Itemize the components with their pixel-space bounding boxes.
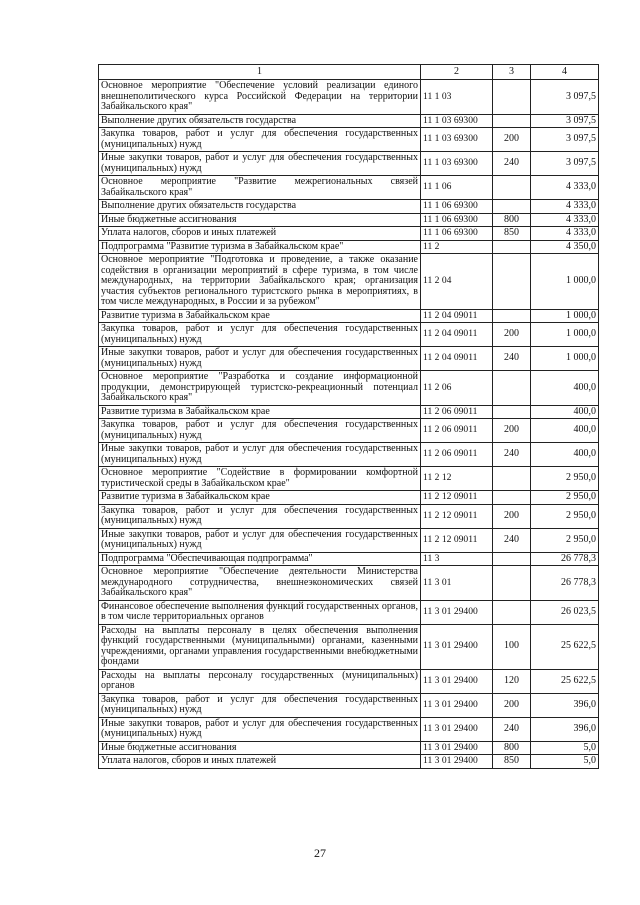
cell-type: 200 — [493, 323, 531, 347]
header-cell-amount: 4 — [531, 65, 599, 80]
cell-code: 11 2 12 09011 — [421, 504, 493, 528]
table-row — [99, 128, 599, 152]
cell-type: 100 — [493, 624, 531, 669]
cell-code: 11 2 04 09011 — [421, 309, 493, 323]
table-row — [99, 552, 599, 566]
cell-amount: 25 622,5 — [531, 669, 599, 693]
cell-type — [493, 200, 531, 214]
page-number: 27 — [314, 846, 326, 860]
table-row — [99, 504, 599, 528]
cell-type: 240 — [493, 152, 531, 176]
cell-type — [493, 309, 531, 323]
cell-type: 850 — [493, 755, 531, 769]
cell-code: 11 1 03 69300 — [421, 152, 493, 176]
cell-code: 11 2 12 09011 — [421, 528, 493, 552]
cell-type: 240 — [493, 347, 531, 371]
cell-amount: 25 622,5 — [531, 624, 599, 669]
cell-name: Развитие туризма в Забайкальском крае — [99, 491, 421, 505]
cell-code: 11 3 01 29400 — [421, 669, 493, 693]
table-row — [99, 491, 599, 505]
cell-code: 11 3 01 29400 — [421, 717, 493, 741]
cell-type: 200 — [493, 128, 531, 152]
cell-code: 11 1 06 69300 — [421, 213, 493, 227]
cell-amount: 1 000,0 — [531, 254, 599, 310]
cell-code: 11 1 06 — [421, 176, 493, 200]
cell-code: 11 2 04 09011 — [421, 347, 493, 371]
table-row — [99, 371, 599, 406]
table-row — [99, 600, 599, 624]
table-row — [99, 755, 599, 769]
table-header-row — [99, 65, 599, 80]
table-row — [99, 467, 599, 491]
cell-type: 200 — [493, 419, 531, 443]
table-row — [99, 669, 599, 693]
cell-amount: 400,0 — [531, 419, 599, 443]
cell-name: Основное мероприятие "Обеспечение условий реализации единого внешнеполитического курса Российской Федерации на территории Забайкальского края" — [99, 80, 421, 115]
cell-amount: 1 000,0 — [531, 309, 599, 323]
cell-name: Основное мероприятие "Обеспечение деятельности Министерства международного сотрудничества, внешнеэкономических связей Забайкальского края" — [99, 566, 421, 601]
cell-code: 11 3 01 29400 — [421, 624, 493, 669]
cell-name: Расходы на выплаты персоналу государственных (муниципальных) органов — [99, 669, 421, 693]
cell-type — [493, 240, 531, 254]
cell-amount: 4 350,0 — [531, 240, 599, 254]
cell-type: 240 — [493, 528, 531, 552]
cell-type — [493, 114, 531, 128]
table-row — [99, 80, 599, 115]
cell-code: 11 2 12 09011 — [421, 491, 493, 505]
cell-amount: 396,0 — [531, 717, 599, 741]
cell-name: Иные закупки товаров, работ и услуг для обеспечения государственных (муниципальных) нужд — [99, 443, 421, 467]
cell-code: 11 2 04 09011 — [421, 323, 493, 347]
cell-type: 240 — [493, 717, 531, 741]
cell-name: Иные закупки товаров, работ и услуг для обеспечения государственных (муниципальных) нужд — [99, 717, 421, 741]
cell-amount: 1 000,0 — [531, 347, 599, 371]
cell-name: Уплата налогов, сборов и иных платежей — [99, 227, 421, 241]
cell-type — [493, 371, 531, 406]
cell-name: Закупка товаров, работ и услуг для обеспечения государственных (муниципальных) нужд — [99, 693, 421, 717]
cell-code: 11 2 06 — [421, 371, 493, 406]
cell-code: 11 3 01 29400 — [421, 755, 493, 769]
table-row — [99, 566, 599, 601]
cell-amount: 1 000,0 — [531, 323, 599, 347]
cell-code: 11 2 — [421, 240, 493, 254]
cell-name: Расходы на выплаты персоналу в целях обеспечения выполнения функций государственными (муниципальными) органами, казенными учреждениями, органами управления государственными внебюджетными фондами — [99, 624, 421, 669]
table-row — [99, 213, 599, 227]
cell-type — [493, 405, 531, 419]
cell-amount: 2 950,0 — [531, 491, 599, 505]
cell-amount: 4 333,0 — [531, 200, 599, 214]
cell-name: Выполнение других обязательств государства — [99, 114, 421, 128]
table-row — [99, 443, 599, 467]
cell-name: Основное мероприятие "Подготовка и проведение, а также оказание содействия в организации мероприятий в сфере туризма, в том числе международных, на территории Забайкальского края; организация участия субъектов регионального туристского рынка в мероприятиях, в том числе международных, в России и за рубежом" — [99, 254, 421, 310]
cell-code: 11 3 01 29400 — [421, 741, 493, 755]
table-row — [99, 176, 599, 200]
table-row — [99, 114, 599, 128]
cell-amount: 3 097,5 — [531, 114, 599, 128]
cell-code: 11 1 06 69300 — [421, 227, 493, 241]
cell-name: Подпрограмма "Обеспечивающая подпрограмма" — [99, 552, 421, 566]
cell-amount: 4 333,0 — [531, 213, 599, 227]
table-row — [99, 323, 599, 347]
cell-type: 800 — [493, 213, 531, 227]
cell-type — [493, 80, 531, 115]
cell-type — [493, 566, 531, 601]
cell-amount: 5,0 — [531, 741, 599, 755]
cell-name: Развитие туризма в Забайкальском крае — [99, 405, 421, 419]
cell-amount: 2 950,0 — [531, 504, 599, 528]
cell-code: 11 3 01 — [421, 566, 493, 601]
cell-code: 11 2 06 09011 — [421, 405, 493, 419]
cell-name: Иные бюджетные ассигнования — [99, 213, 421, 227]
cell-amount: 2 950,0 — [531, 528, 599, 552]
table-row — [99, 419, 599, 443]
budget-table — [98, 64, 599, 769]
cell-amount: 3 097,5 — [531, 128, 599, 152]
cell-amount: 3 097,5 — [531, 80, 599, 115]
cell-amount: 4 333,0 — [531, 176, 599, 200]
cell-name: Закупка товаров, работ и услуг для обеспечения государственных (муниципальных) нужд — [99, 128, 421, 152]
cell-type — [493, 176, 531, 200]
cell-name: Основное мероприятие "Разработка и создание информационной продукции, демонстрирующей туристско-рекреационный потенциал Забайкальского края" — [99, 371, 421, 406]
cell-name: Уплата налогов, сборов и иных платежей — [99, 755, 421, 769]
cell-name: Выполнение других обязательств государства — [99, 200, 421, 214]
cell-amount: 26 778,3 — [531, 552, 599, 566]
table-row — [99, 200, 599, 214]
cell-code: 11 2 06 09011 — [421, 443, 493, 467]
cell-code: 11 3 01 29400 — [421, 693, 493, 717]
cell-type — [493, 467, 531, 491]
cell-code: 11 3 — [421, 552, 493, 566]
cell-amount: 26 778,3 — [531, 566, 599, 601]
cell-type: 850 — [493, 227, 531, 241]
cell-type: 200 — [493, 504, 531, 528]
table-row — [99, 309, 599, 323]
cell-type — [493, 552, 531, 566]
cell-amount: 2 950,0 — [531, 467, 599, 491]
cell-name: Иные закупки товаров, работ и услуг для обеспечения государственных (муниципальных) нужд — [99, 347, 421, 371]
cell-type: 200 — [493, 693, 531, 717]
cell-amount: 4 333,0 — [531, 227, 599, 241]
cell-name: Закупка товаров, работ и услуг для обеспечения государственных (муниципальных) нужд — [99, 504, 421, 528]
cell-type — [493, 600, 531, 624]
cell-code: 11 1 03 69300 — [421, 128, 493, 152]
cell-name: Иные закупки товаров, работ и услуг для обеспечения государственных (муниципальных) нужд — [99, 152, 421, 176]
cell-amount: 26 023,5 — [531, 600, 599, 624]
table-row — [99, 528, 599, 552]
cell-code: 11 1 03 — [421, 80, 493, 115]
cell-name: Основное мероприятие "Содействие в формировании комфортной туристической среды в Забайкальском крае" — [99, 467, 421, 491]
cell-code: 11 1 03 69300 — [421, 114, 493, 128]
header-cell-type: 3 — [493, 65, 531, 80]
cell-name: Развитие туризма в Забайкальском крае — [99, 309, 421, 323]
cell-code: 11 1 06 69300 — [421, 200, 493, 214]
table-row — [99, 240, 599, 254]
header-cell-code: 2 — [421, 65, 493, 80]
table-row — [99, 717, 599, 741]
cell-code: 11 2 12 — [421, 467, 493, 491]
table-row — [99, 254, 599, 310]
table-row — [99, 227, 599, 241]
cell-type — [493, 254, 531, 310]
cell-amount: 400,0 — [531, 371, 599, 406]
cell-type: 240 — [493, 443, 531, 467]
table-row — [99, 405, 599, 419]
table-row — [99, 693, 599, 717]
budget-table-body — [99, 65, 599, 769]
table-row — [99, 347, 599, 371]
cell-type — [493, 491, 531, 505]
cell-amount: 5,0 — [531, 755, 599, 769]
cell-amount: 396,0 — [531, 693, 599, 717]
cell-name: Финансовое обеспечение выполнения функций государственных органов, в том числе территориальных органов — [99, 600, 421, 624]
cell-type: 120 — [493, 669, 531, 693]
cell-code: 11 3 01 29400 — [421, 600, 493, 624]
cell-name: Основное мероприятие "Развитие межрегиональных связей Забайкальского края" — [99, 176, 421, 200]
cell-name: Закупка товаров, работ и услуг для обеспечения государственных (муниципальных) нужд — [99, 419, 421, 443]
cell-amount: 3 097,5 — [531, 152, 599, 176]
cell-amount: 400,0 — [531, 443, 599, 467]
cell-name: Иные бюджетные ассигнования — [99, 741, 421, 755]
table-row — [99, 741, 599, 755]
cell-type: 800 — [493, 741, 531, 755]
cell-name: Иные закупки товаров, работ и услуг для обеспечения государственных (муниципальных) нужд — [99, 528, 421, 552]
table-row — [99, 152, 599, 176]
cell-name: Закупка товаров, работ и услуг для обеспечения государственных (муниципальных) нужд — [99, 323, 421, 347]
cell-code: 11 2 04 — [421, 254, 493, 310]
cell-name: Подпрограмма "Развитие туризма в Забайкальском крае" — [99, 240, 421, 254]
table-row — [99, 624, 599, 669]
header-cell-name: 1 — [99, 65, 421, 80]
cell-code: 11 2 06 09011 — [421, 419, 493, 443]
cell-amount: 400,0 — [531, 405, 599, 419]
